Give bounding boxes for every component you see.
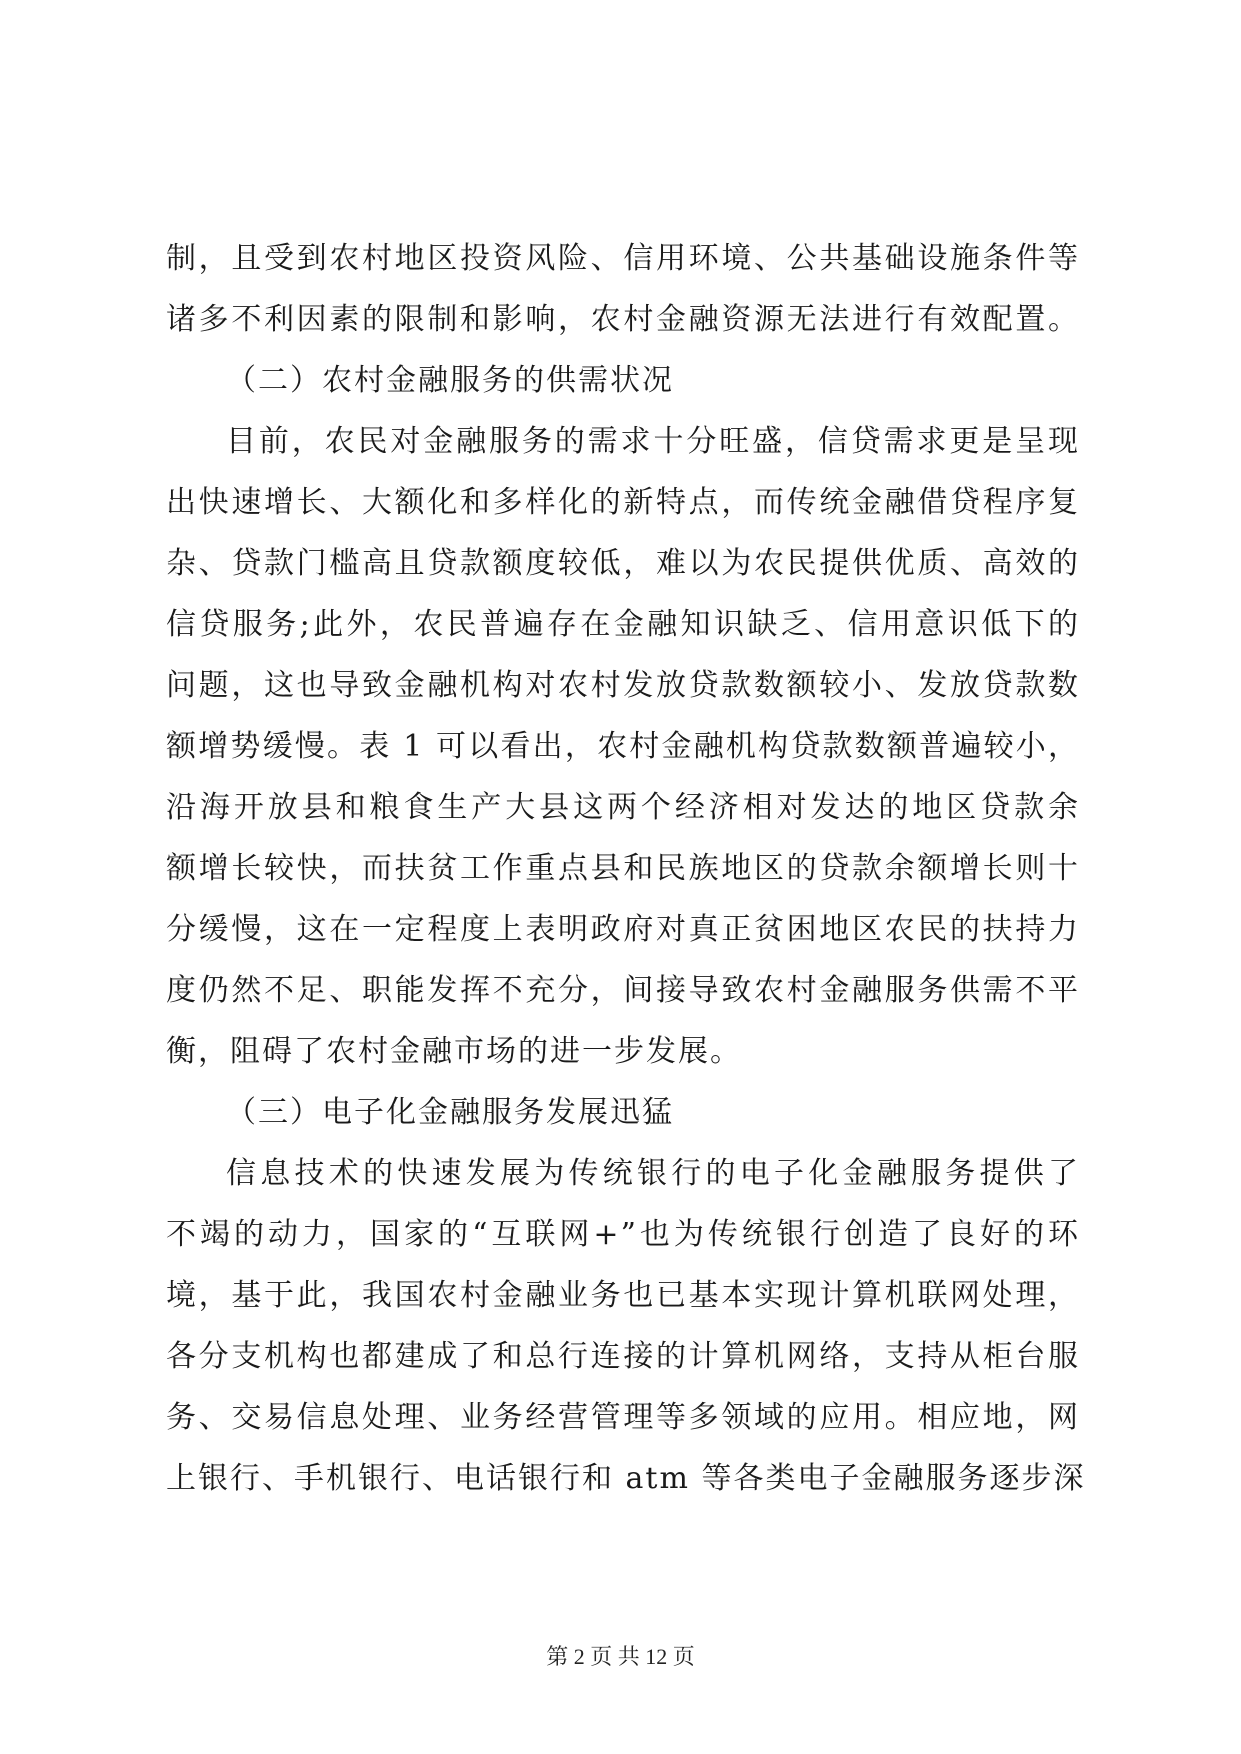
paragraph-line: 沿海开放县和粮食生产大县这两个经济相对发达的地区贷款余 [166,790,1080,825]
paragraph-line: 目前，农民对金融服务的需求十分旺盛，信贷需求更是呈现 [226,424,1080,459]
paragraph-line: 信贷服务;此外，农民普遍存在金融知识缺乏、信用意识低下的 [166,607,1080,642]
paragraph-line: 出快速增长、大额化和多样化的新特点，而传统金融借贷程序复 [166,485,1080,520]
paragraph-line: 各分支机构也都建成了和总行连接的计算机网络，支持从柜台服 [166,1339,1080,1374]
document-body [166,228,1086,1509]
paragraph-line: 诸多不利因素的限制和影响，农村金融资源无法进行有效配置。 [166,302,1080,337]
paragraph-line: 衡，阻碍了农村金融市场的进一步发展。 [166,1034,742,1069]
paragraph-line: 问题，这也导致金融机构对农村发放贷款数额较小、发放贷款数 [166,668,1080,703]
paragraph-line: 额增长较快，而扶贫工作重点县和民族地区的贷款余额增长则十 [166,851,1080,886]
paragraph-line: 分缓慢，这在一定程度上表明政府对真正贫困地区农民的扶持力 [166,912,1080,947]
section-heading: （三）电子化金融服务发展迅猛 [226,1095,674,1130]
paragraph-line: 杂、贷款门槛高且贷款额度较低，难以为农民提供优质、高效的 [166,546,1080,581]
paragraph-line: 务、交易信息处理、业务经营管理等多领域的应用。相应地，网 [166,1400,1080,1435]
paragraph-line: 境，基于此，我国农村金融业务也已基本实现计算机联网处理， [166,1278,1080,1313]
paragraph-line: 额增势缓慢。表 1 可以看出，农村金融机构贷款数额普遍较小， [166,729,1080,764]
paragraph-line: 度仍然不足、职能发挥不充分，间接导致农村金融服务供需不平 [166,973,1080,1008]
paragraph-line: 制，且受到农村地区投资风险、信用环境、公共基础设施条件等 [166,241,1080,276]
paragraph-line: 上银行、手机银行、电话银行和 atm 等各类电子金融服务逐步深 [166,1461,1086,1496]
paragraph-line: 信息技术的快速发展为传统银行的电子化金融服务提供了 [226,1156,1080,1191]
paragraph-line: 不竭的动力，国家的“互联网+”也为传统银行创造了良好的环 [166,1217,1080,1252]
section-heading: （二）农村金融服务的供需状况 [226,363,674,398]
page-number-footer: 第 2 页 共 12 页 [546,1644,695,1669]
